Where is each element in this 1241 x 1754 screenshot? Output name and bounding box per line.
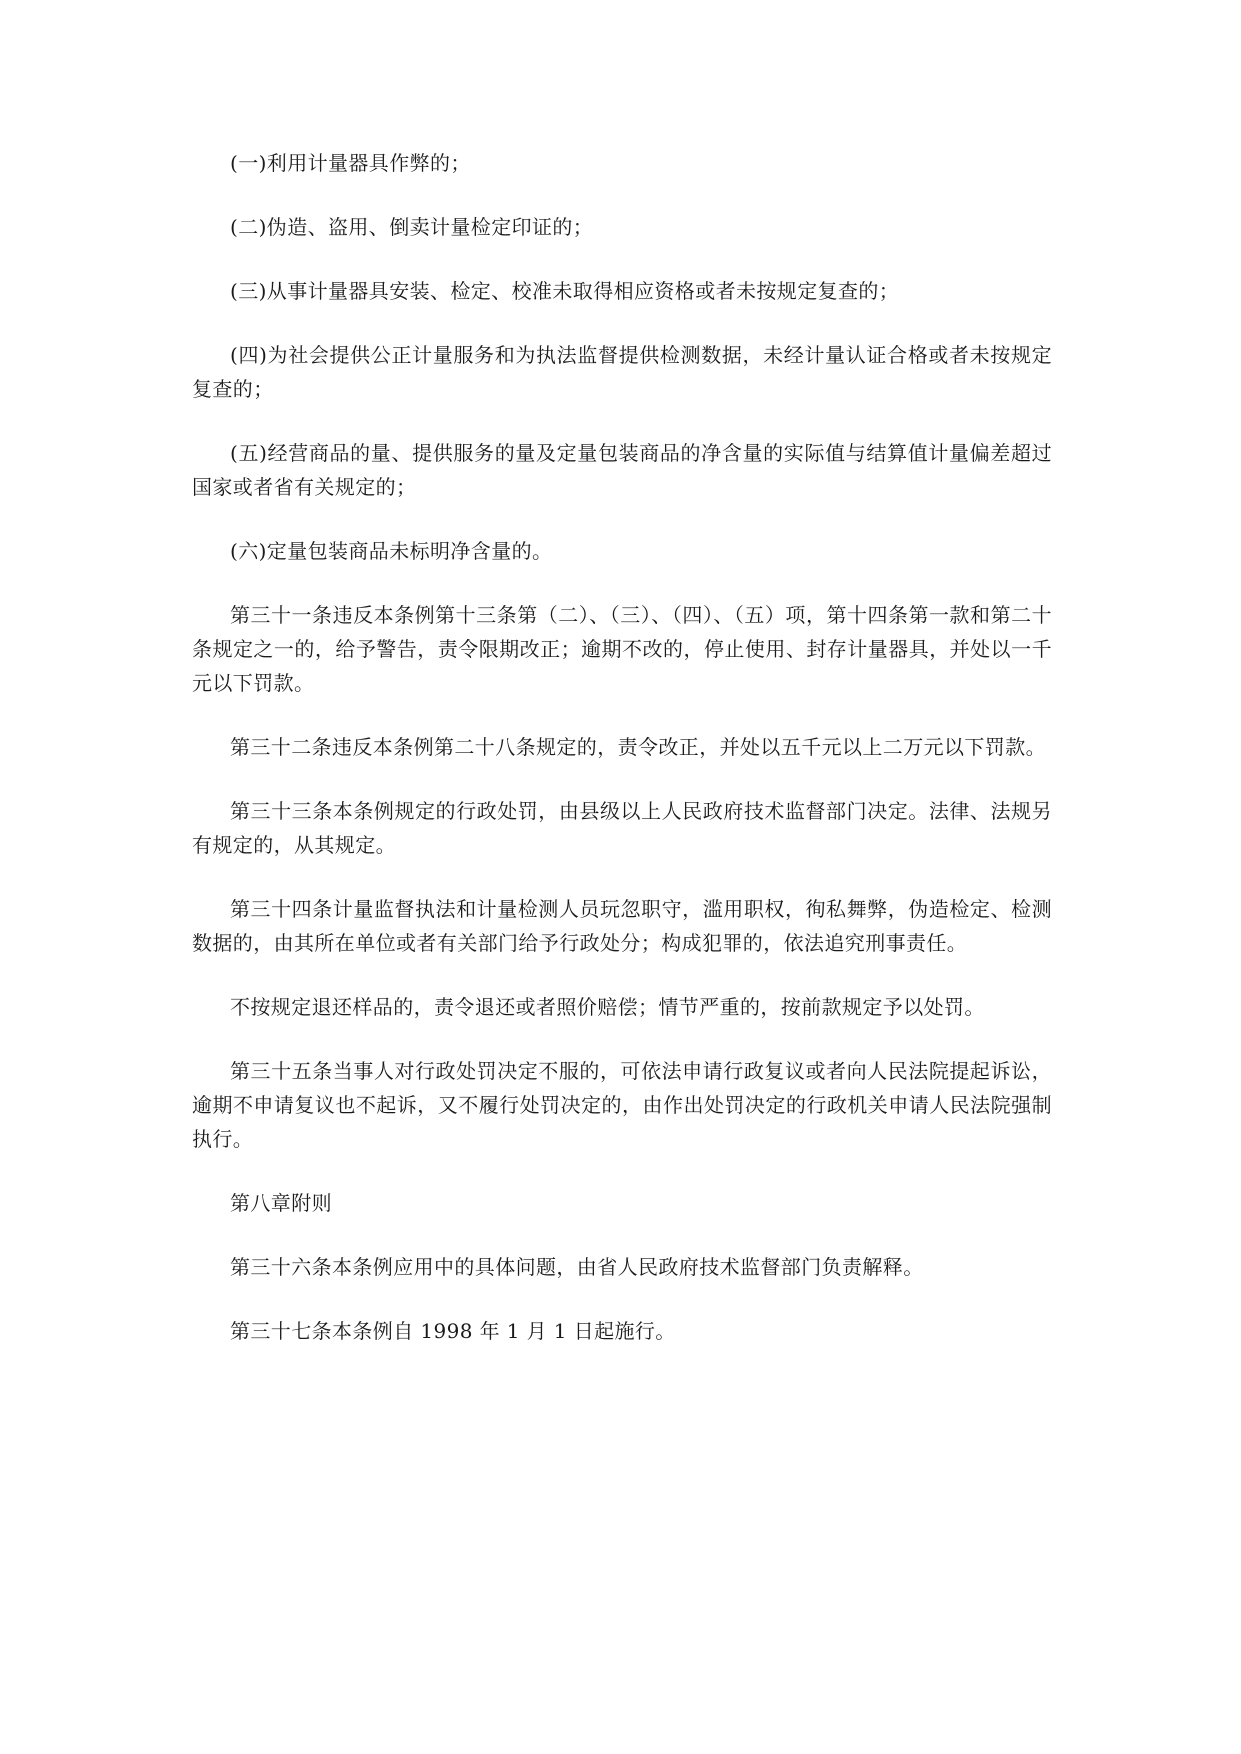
article-34: 第三十四条计量监督执法和计量检测人员玩忽职守，滥用职权，徇私舞弊，伪造检定、检测数据的，由其所在单位或者有关部门给予行政处分；构成犯罪的，依法追究刑事责任。	[192, 897, 1052, 955]
paragraph-item-5: (五)经营商品的量、提供服务的量及定量包装商品的净含量的实际值与结算值计量偏差超过国家或者省有关规定的；	[192, 441, 1052, 499]
paragraph-item-1: (一)利用计量器具作弊的；	[230, 151, 471, 175]
article-33: 第三十三条本条例规定的行政处罚，由县级以上人民政府技术监督部门决定。法律、法规另有规定的，从其规定。	[192, 799, 1052, 857]
paragraph-item-6: (六)定量包装商品未标明净含量的。	[230, 539, 553, 563]
document-body	[192, 146, 1052, 1378]
chapter-8-heading: 第八章附则	[230, 1191, 332, 1215]
paragraph-item-3: (三)从事计量器具安装、检定、校准未取得相应资格或者未按规定复查的；	[230, 279, 900, 303]
paragraph-item-4: (四)为社会提供公正计量服务和为执法监督提供检测数据，未经计量认证合格或者未按规定复查的；	[192, 343, 1052, 401]
article-35: 第三十五条当事人对行政处罚决定不服的，可依法申请行政复议或者向人民法院提起诉讼，逾期不申请复议也不起诉，又不履行处罚决定的，由作出处罚决定的行政机关申请人民法院强制执行。	[192, 1059, 1052, 1151]
article-34-continuation: 不按规定退还样品的，责令退还或者照价赔偿；情节严重的，按前款规定予以处罚。	[230, 995, 985, 1019]
paragraph-item-2: (二)伪造、盗用、倒卖计量检定印证的；	[230, 215, 594, 239]
article-31: 第三十一条违反本条例第十三条第（二）、（三）、（四）、（五）项，第十四条第一款和第二十条规定之一的，给予警告，责令限期改正；逾期不改的，停止使用、封存计量器具，并处以一千元以下罚款。	[192, 603, 1052, 695]
article-37: 第三十七条本条例自 1998 年 1 月 1 日起施行。	[230, 1319, 676, 1343]
article-32: 第三十二条违反本条例第二十八条规定的，责令改正，并处以五千元以上二万元以下罚款。	[230, 735, 1046, 759]
article-36: 第三十六条本条例应用中的具体问题，由省人民政府技术监督部门负责解释。	[230, 1255, 924, 1279]
